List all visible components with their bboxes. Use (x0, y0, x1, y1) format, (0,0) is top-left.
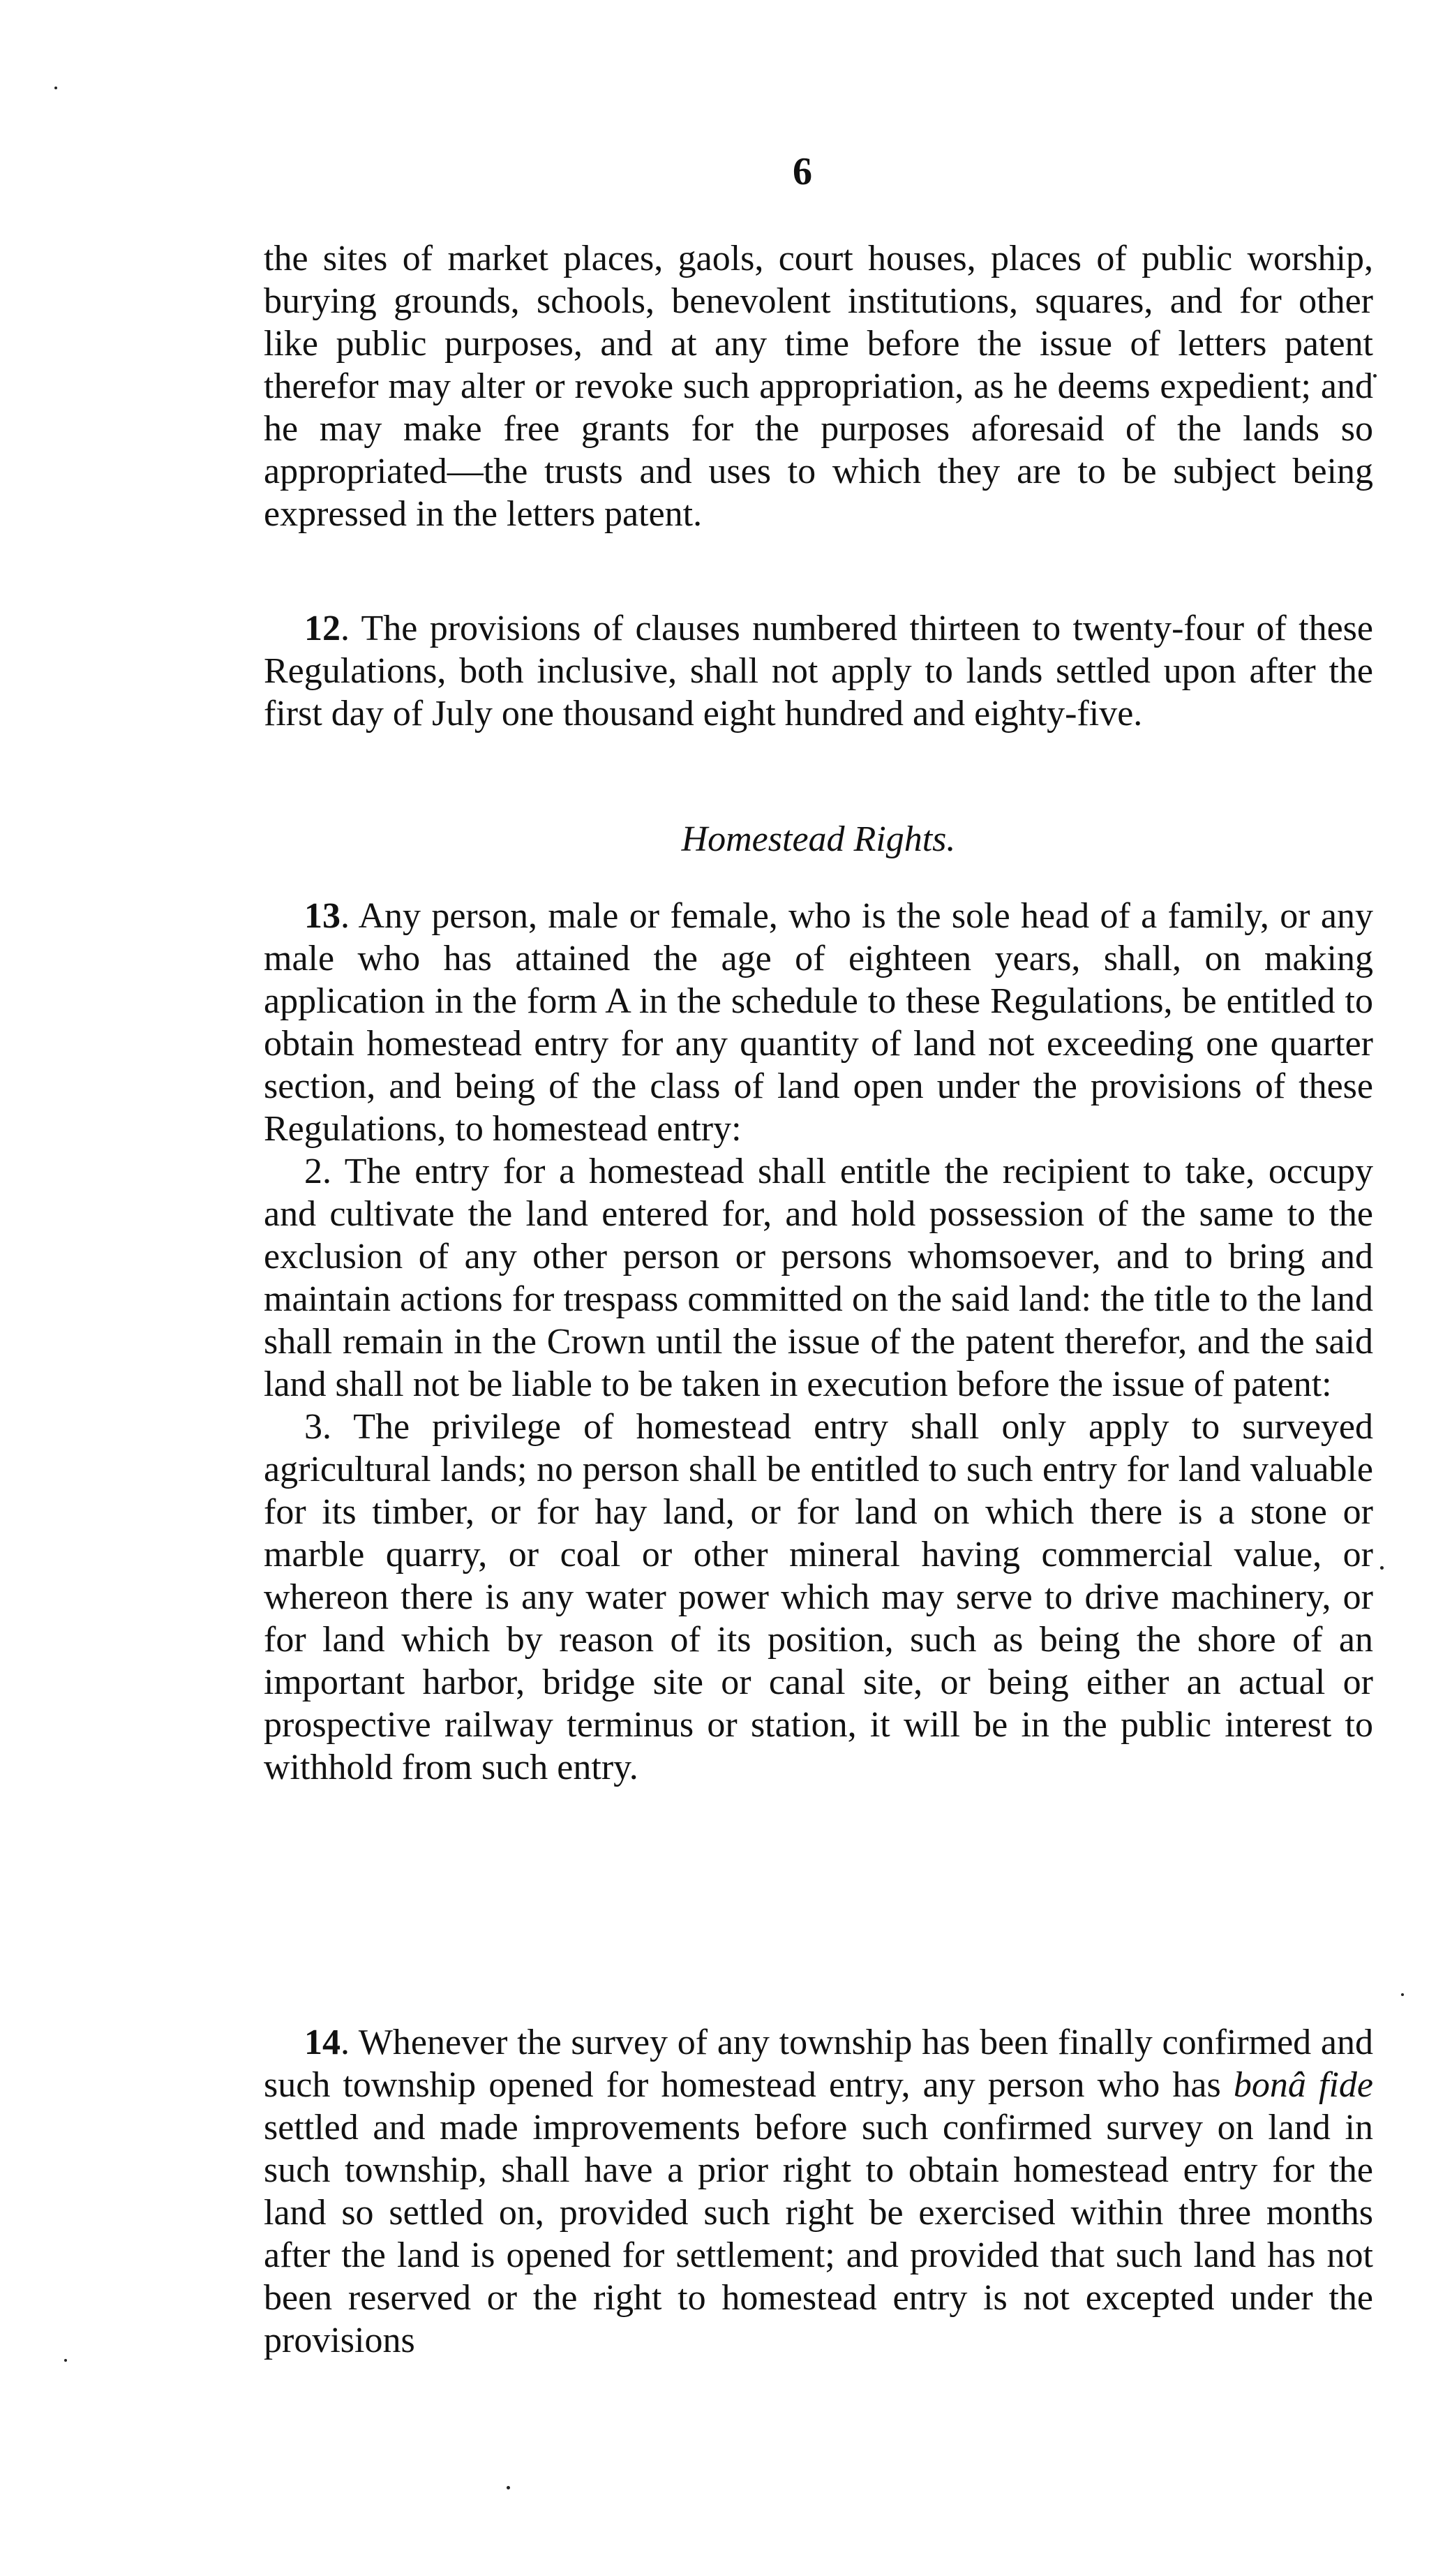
clause-14 (264, 2021, 1373, 2362)
print-speck (1373, 374, 1377, 378)
clause-13 (264, 895, 1373, 1789)
continuation-paragraph (264, 237, 1373, 535)
print-speck (1380, 1566, 1384, 1570)
print-speck (507, 2486, 510, 2489)
clause-14-paragraph (264, 2021, 1373, 2362)
clause-13-paragraph (264, 895, 1373, 1150)
print-speck (54, 87, 57, 89)
clause-12-text: . The provisions of clauses numbered thirteen to twenty-four of these Regulations, both inclusive, shall not apply to lands settled upon after the first day of July one thousand eight hundred and eighty-five. (264, 609, 1373, 734)
clause-12-paragraph (264, 607, 1373, 735)
clause-14-number: 14 (304, 2023, 341, 2062)
continuation-text: the sites of market places, gaols, court houses, places of public worship, burying grounds, schools, benevolent institutions, squares, and for other like public purposes, and at any time before the issue of letters patent therefor may alter or revoke such appropriation, as he deems expedient; and he may make free grants for the purposes aforesaid of the lands so appropriated—the trusts and uses to which they are to be subject being expressed in the letters patent. (264, 239, 1373, 534)
clause-13-subsection-2: 2. The entry for a homestead shall entitle the recipient to take, occupy and cultivate the land entered for, and hold possession of the same to the exclusion of any other person or persons whomsoever, and to bring and maintain actions for trespass committed on the said land: the title to the land shall remain in the Crown until the issue of the patent therefor, and the said land shall not be liable to be taken in execution before the issue of patent: (264, 1152, 1373, 1404)
clause-13-subsection-3: 3. The privilege of homestead entry shall only apply to surveyed agricultural lands; no person shall be entitled to such entry for land valuable for its timber, or for hay land, or for land on which there is a stone or marble quarry, or coal or other mineral having commercial value, or whereon there is any water power which may serve to drive machinery, or for land which by reason of its position, such as being the shore of an important harbor, bridge site or canal site, or being either an actual or prospective railway terminus or station, it will be in the public interest to withhold from such entry. (264, 1407, 1373, 1787)
clause-13-text: . Any person, male or female, who is the sole head of a family, or any male who has attained the age of eighteen years, shall, on making application in the form A in the schedule to these Regulations, be entitled to obtain homestead entry for any quantity of land not exceeding one quarter section, and being of the class of land open under the provisions of these Regulations, to homestead entry: (264, 896, 1373, 1149)
clause-13-number: 13 (304, 896, 341, 936)
clause-12 (264, 607, 1373, 735)
section-heading: Homestead Rights. (681, 819, 956, 859)
clause-14-text-before: . Whenever the survey of any township has been finally confirmed and such township opened for homestead entry, any person who has (264, 2023, 1373, 2105)
page-number: 6 (793, 150, 812, 193)
clause-14-italic-phrase: bonâ fide (1233, 2065, 1373, 2105)
print-speck (1401, 1993, 1404, 1996)
clause-12-number: 12 (304, 609, 341, 648)
print-speck (64, 2359, 67, 2362)
clause-14-text-after: settled and made improvements before such confirmed survey on land in such township, shall have a prior right to obtain homestead entry for the land so settled on, provided such right be exercised within three months after the land is opened for settlement; and provided that such land has not been reserved or the right to homestead entry is not excepted under the provisions (264, 2108, 1373, 2360)
